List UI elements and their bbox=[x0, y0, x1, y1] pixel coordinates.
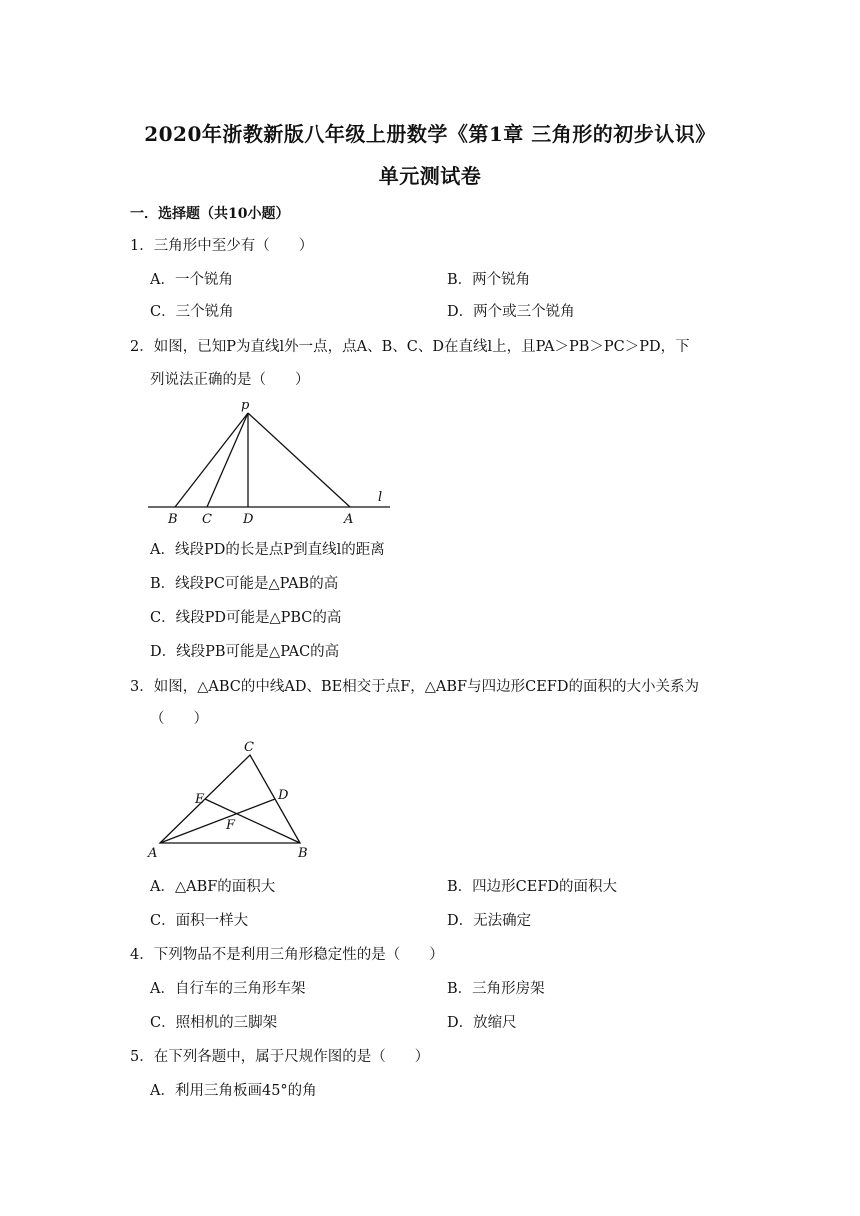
q2-option-b: B．线段PC可能是△PAB的高 bbox=[150, 576, 339, 592]
q3-label-a: A bbox=[148, 846, 158, 861]
q3-label-d: D bbox=[278, 788, 289, 803]
q3-option-c: C．面积一样大 bbox=[150, 913, 249, 929]
q1-option-a: A．一个锐角 bbox=[150, 272, 233, 288]
q4-option-d: D．放缩尺 bbox=[447, 1015, 517, 1031]
q2-option-c: C．线段PD可能是△PBC的高 bbox=[150, 610, 342, 626]
q3-stem-line1: 3．如图，△ABC的中线AD、BE相交于点F，△ABF与四边形CEFD的面积的大小关系为 bbox=[130, 679, 699, 695]
q3-figure bbox=[140, 735, 330, 865]
q3-label-e: E bbox=[195, 792, 205, 807]
q3-label-c: C bbox=[244, 740, 254, 755]
q5-option-a: A．利用三角板画45°的角 bbox=[150, 1083, 317, 1099]
q2-label-p: p bbox=[241, 398, 250, 413]
q4-option-c: C．照相机的三脚架 bbox=[150, 1015, 278, 1031]
document-title-line2: 单元测试卷 bbox=[378, 164, 482, 188]
q1-option-c: C．三个锐角 bbox=[150, 304, 234, 320]
q1-option-b: B．两个锐角 bbox=[447, 272, 531, 288]
q3-label-f: F bbox=[226, 818, 236, 833]
q4-option-a: A．自行车的三角形车架 bbox=[150, 981, 306, 997]
q2-option-a: A．线段PD的长是点P到直线l的距离 bbox=[150, 542, 385, 558]
q1-option-d: D．两个或三个锐角 bbox=[447, 304, 575, 320]
q3-option-b: B．四边形CEFD的面积大 bbox=[447, 879, 618, 895]
q3-option-a: A．△ABF的面积大 bbox=[150, 879, 276, 895]
q2-stem-line2: 列说法正确的是（ ） bbox=[150, 372, 310, 388]
q2-stem-line1: 2．如图，已知P为直线l外一点，点A、B、C、D在直线l上，且PA＞PB＞PC＞PD，下 bbox=[130, 339, 690, 355]
q2-option-d: D．线段PB可能是△PAC的高 bbox=[150, 644, 340, 660]
section-heading: 一．选择题（共10小题） bbox=[130, 206, 290, 222]
q2-figure bbox=[140, 395, 400, 530]
q3-stem-line2: （ ） bbox=[150, 711, 208, 727]
q4-stem: 4．下列物品不是利用三角形稳定性的是（ ） bbox=[130, 947, 444, 963]
q1-stem: 1．三角形中至少有（ ） bbox=[130, 238, 314, 254]
q3-option-d: D．无法确定 bbox=[447, 913, 532, 929]
q2-label-l: l bbox=[378, 490, 383, 505]
q4-option-b: B．三角形房架 bbox=[447, 981, 545, 997]
document-title-line1: 2020年浙教新版八年级上册数学《第1章 三角形的初步认识》 bbox=[144, 122, 716, 146]
q2-label-b: B bbox=[168, 512, 178, 527]
q2-label-a: A bbox=[344, 512, 354, 527]
q2-label-d: D bbox=[243, 512, 254, 527]
q3-label-b: B bbox=[298, 846, 308, 861]
q2-label-c: C bbox=[202, 512, 212, 527]
q5-stem: 5．在下列各题中，属于尺规作图的是（ ） bbox=[130, 1049, 430, 1065]
